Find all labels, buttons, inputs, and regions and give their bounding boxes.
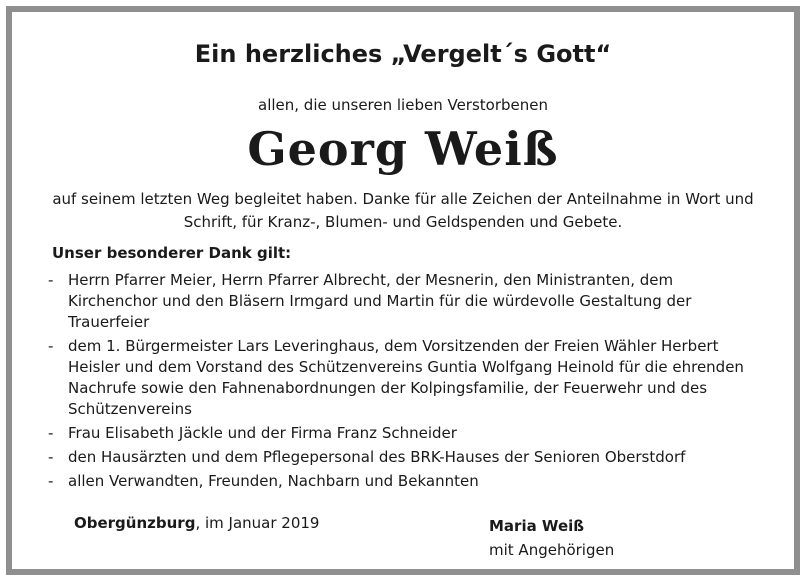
place-name: Obergünzburg: [74, 514, 196, 532]
special-thanks-list: [48, 270, 748, 495]
list-item: [48, 423, 748, 444]
list-item-text: den Hausärzten und dem Pflegepersonal des BRK-Hauses der Senioren Oberstdorf: [68, 448, 686, 466]
list-dash: -: [48, 271, 54, 289]
list-dash: -: [48, 472, 54, 490]
signer-suffix: mit Angehörigen: [489, 541, 615, 559]
list-item: [48, 336, 748, 420]
date-text: , im Januar 2019: [195, 514, 320, 532]
signer-name: Maria Weiß: [489, 517, 585, 535]
deceased-name: Georg Weiß: [247, 122, 559, 176]
list-dash: -: [48, 424, 54, 442]
notice-body: [12, 12, 794, 569]
list-dash: -: [48, 448, 54, 466]
list-item: [48, 471, 748, 492]
special-thanks-title: Unser besonderer Dank gilt:: [52, 244, 292, 262]
list-item-text: dem 1. Bürgermeister Lars Leveringhaus, dem Vorsitzenden der Freien Wähler Herbert Heisler und dem Vorstand des Schützenvereins Guntia Wolfgang Heinold für die ehrenden Nachrufe sowie den Fahnenabordnungen der Kolpingsfamilie, der Feuerwehr und des Schützenvereins: [68, 337, 744, 418]
list-item-text: allen Verwandten, Freunden, Nachbarn und Bekannten: [68, 472, 479, 490]
list-dash: -: [48, 337, 54, 355]
thanks-text: auf seinem letzten Weg begleitet haben. Danke für alle Zeichen der Anteilnahme in Wort und Schrift, für Kranz-, Blumen- und Geldspenden und Gebete.: [52, 190, 754, 231]
list-item: [48, 447, 748, 468]
signature-block: [489, 514, 614, 562]
notice-frame: [6, 6, 800, 575]
intro-text: allen, die unseren lieben Verstorbenen: [258, 96, 548, 114]
list-item: [48, 270, 748, 333]
list-item-text: Herrn Pfarrer Meier, Herrn Pfarrer Albrecht, der Mesnerin, den Ministranten, dem Kirchenchor und den Bläsern Irmgard und Martin für die würdevolle Gestaltung der Trauerfeier: [68, 271, 692, 331]
notice-heading: Ein herzliches „Vergelt´s Gott“: [194, 40, 612, 68]
place-date: [74, 514, 319, 532]
list-item-text: Frau Elisabeth Jäckle und der Firma Franz Schneider: [68, 424, 457, 442]
